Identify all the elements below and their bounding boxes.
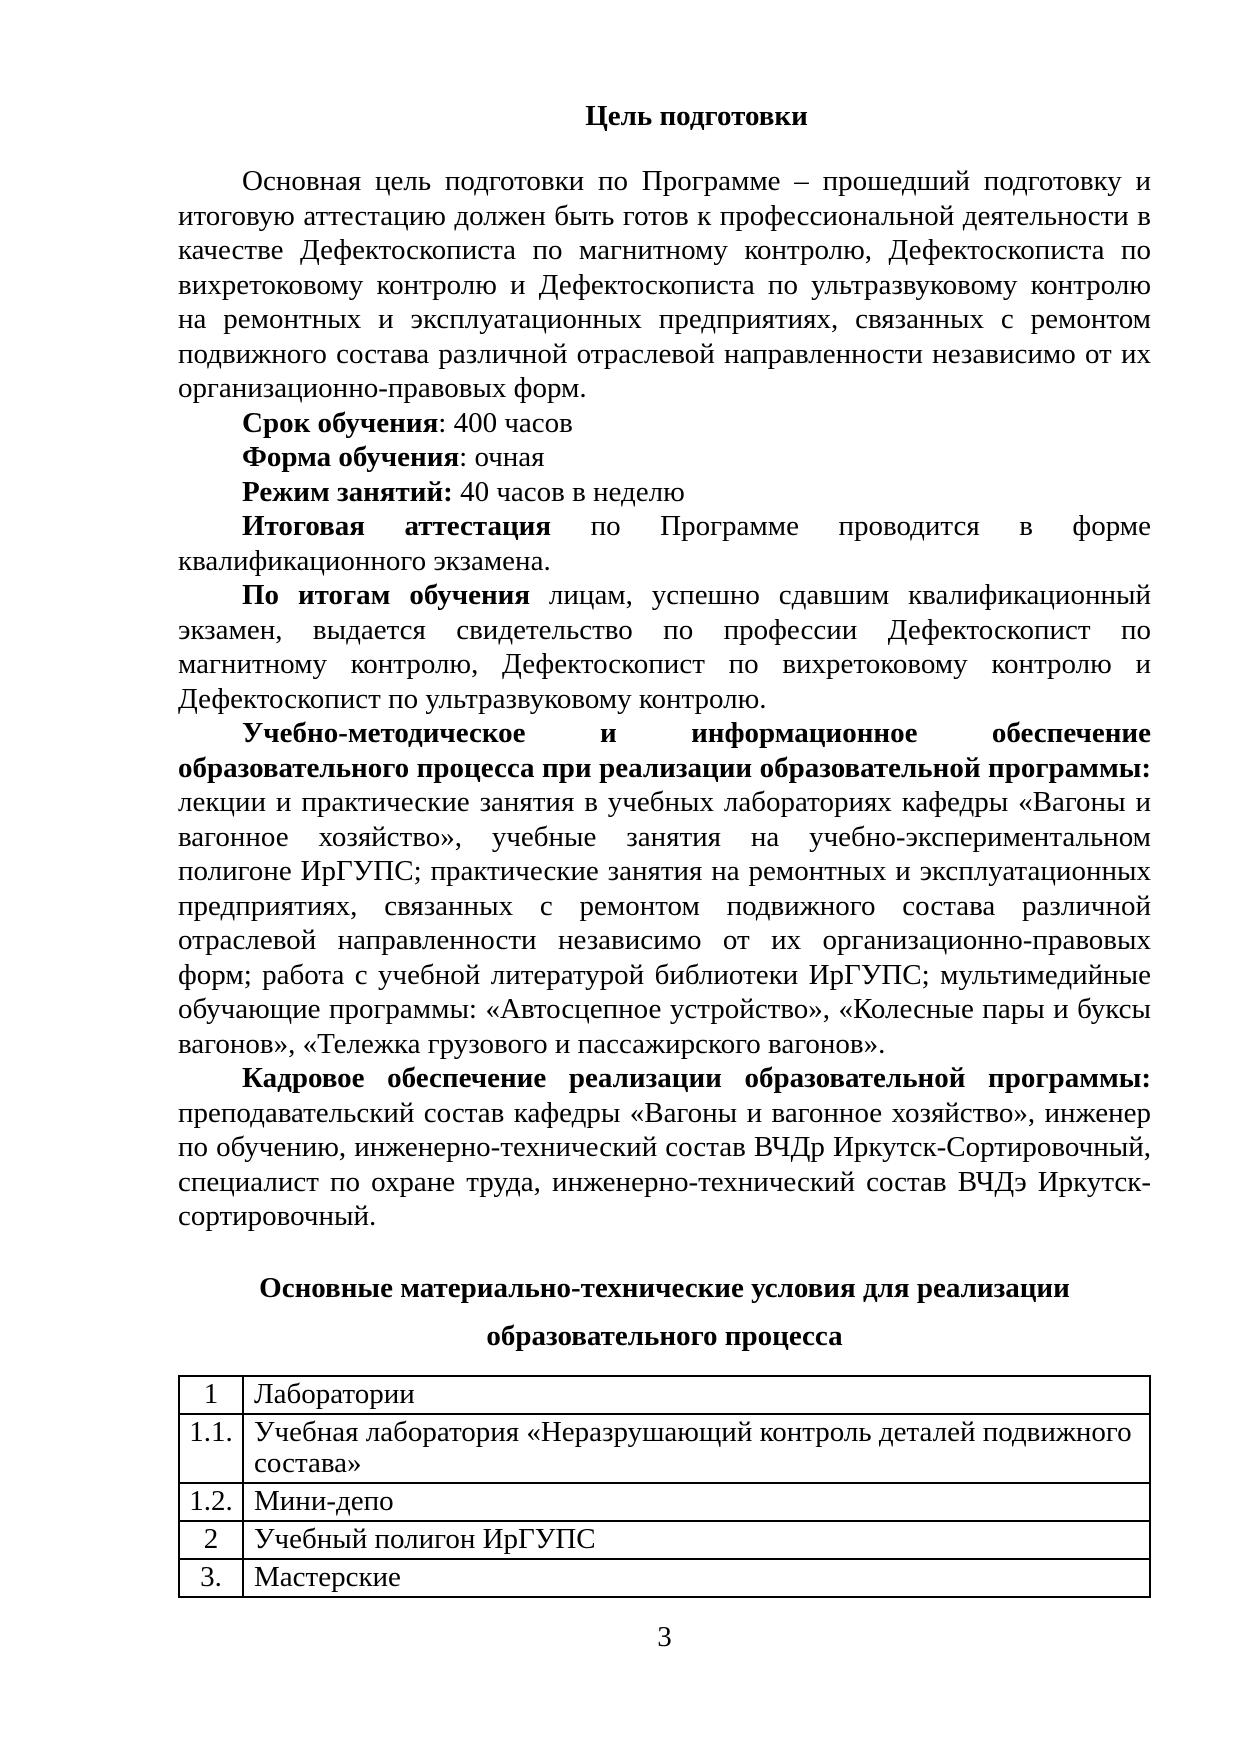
paragraph-bold-lead: Итоговая аттестация xyxy=(242,510,552,542)
table-row xyxy=(179,1376,1150,1414)
row-name-cell: Учебная лаборатория «Неразрушающий контроль деталей подвижного состава» xyxy=(243,1414,1150,1483)
paragraph-text: Основная цель подготовки по Программе – прошедший подготовку и итоговую аттестацию должен быть готов к профессиональной деятельности в качестве Дефектоскописта по магнитному контролю, Дефектоскописта по вихретоковому контролю и Дефектоскописта по ультразвуковому контролю на ремонтных и эксплуатационных предприятиях, связанных с ремонтом подвижного состава различной отраслевой направленности независимо от их организационно-правовых форм. xyxy=(178,165,1151,404)
paragraph-text: лицам, успешно сдавшим квалификационный экзамен, выдается свидетельство по профессии Дефектоскопист по магнитному контролю, Дефектоскопист по вихретоковому контролю и Дефектоскопист по ультразвуковому контролю. xyxy=(178,579,1151,715)
paragraph-bold-lead: Учебно-методическое и информационное обеспечение образовательного процесса при реализации образовательной программы: xyxy=(178,717,1151,784)
paragraph-final-attestation xyxy=(178,509,1151,578)
paragraph-text: : 400 часов xyxy=(438,406,573,439)
paragraph-bold-lead: Кадровое обеспечение реализации образовательной программы: xyxy=(242,1062,1151,1094)
paragraph-bold-lead: Форма обучения xyxy=(242,441,460,473)
row-number-cell: 1 xyxy=(179,1376,243,1414)
paragraph-bold-lead: Режим занятий: xyxy=(242,475,453,508)
paragraph-bold-lead: Срок обучения xyxy=(242,406,439,439)
paragraph-main-goal xyxy=(178,164,1151,406)
page-number: 3 xyxy=(657,1620,672,1653)
section-heading-line2: образовательного процесса xyxy=(486,1319,843,1352)
paragraph-text: : очная xyxy=(459,441,545,473)
facilities-table xyxy=(178,1375,1151,1598)
paragraph-text: 40 часов в неделю xyxy=(452,475,685,508)
row-name-cell: Мастерские xyxy=(243,1559,1150,1597)
section-heading-line1: Основные материально-технические условия для реализации xyxy=(259,1271,1070,1304)
table-row xyxy=(179,1559,1150,1597)
section-heading xyxy=(178,1264,1151,1360)
row-number-cell: 3. xyxy=(179,1559,243,1597)
paragraph-staffing xyxy=(178,1061,1151,1234)
row-number-cell: 1.2. xyxy=(179,1483,243,1521)
paragraph-text: лекции и практические занятия в учебных лабораториях кафедры «Вагоны и вагонное хозяйство», учебные занятия на учебно-экспериментальном полигоне ИрГУПС; практические занятия на ремонтных и эксплуатационных предприятиях, связанных с ремонтом подвижного состава различной отраслевой направленности независимо от их организационно-правовых форм; работа с учебной литературой библиотеки ИрГУПС; мультимедийные обучающие программы: «Автосцепное устройство», «Колесные пары и буксы вагонов», «Тележка грузового и пассажирского вагонов». xyxy=(178,786,1151,1060)
row-name-cell: Учебный полигон ИрГУПС xyxy=(243,1521,1150,1559)
paragraph-text: преподавательский состав кафедры «Вагоны и вагонное хозяйство», инженер по обучению, инженерно-технический состав ВЧДр Иркутск-Сортировочный, специалист по охране труда, инженерно-технический состав ВЧДэ Иркутск-сортировочный. xyxy=(178,1096,1151,1232)
row-number-cell: 2 xyxy=(179,1521,243,1559)
paragraph-duration xyxy=(178,406,1151,441)
paragraph-text: по Программе проводится в форме квалификационного экзамена. xyxy=(178,510,1151,577)
row-number-cell: 1.1. xyxy=(179,1414,243,1483)
paragraph-methodical-support xyxy=(178,716,1151,1061)
paragraph-form xyxy=(178,440,1151,475)
table-row xyxy=(179,1521,1150,1559)
page-title: Цель подготовки xyxy=(585,100,808,132)
row-name-cell: Лаборатории xyxy=(243,1376,1150,1414)
paragraph-schedule xyxy=(178,475,1151,510)
row-name-cell: Мини-депо xyxy=(243,1483,1150,1521)
table-row xyxy=(179,1414,1150,1483)
paragraph-certificate xyxy=(178,578,1151,716)
table-row xyxy=(179,1483,1150,1521)
paragraph-bold-lead: По итогам обучения xyxy=(242,579,531,611)
page-content xyxy=(178,0,1151,1654)
